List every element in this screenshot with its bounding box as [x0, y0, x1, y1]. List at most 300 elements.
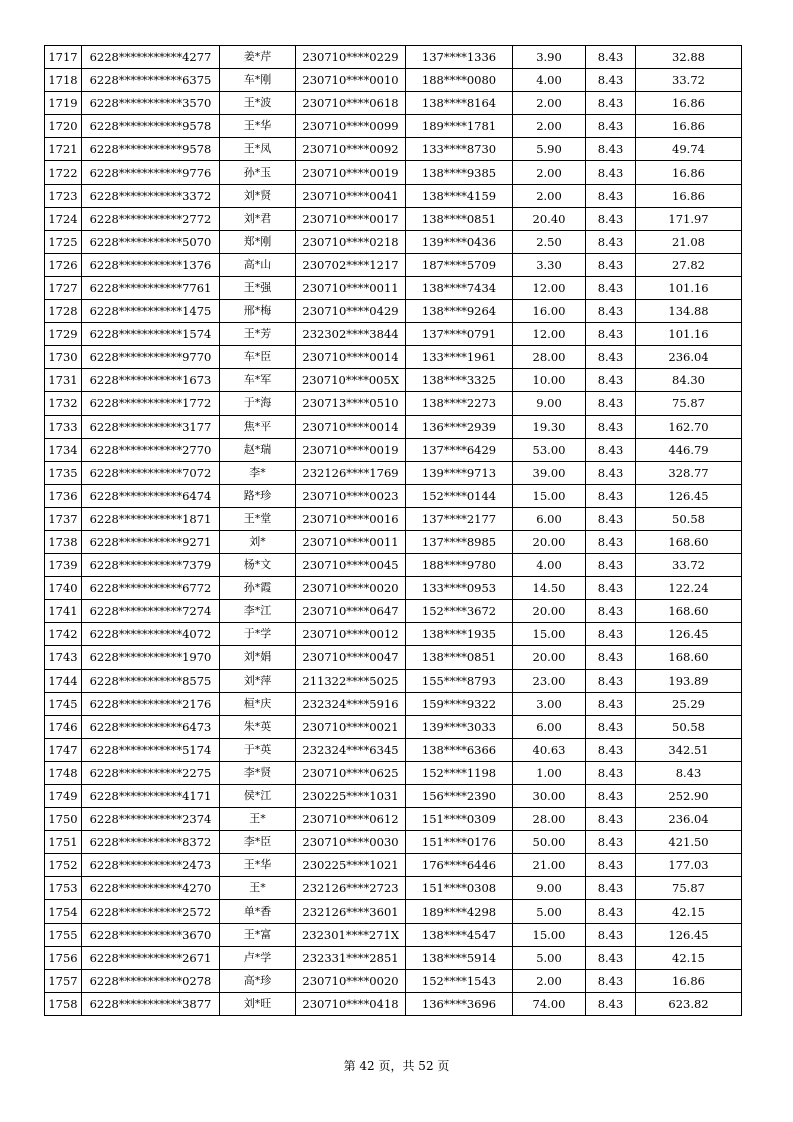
cell-bank-account: 6228***********9578: [82, 138, 220, 161]
cell-quantity: 28.00: [513, 346, 586, 369]
table-row: [45, 808, 742, 831]
cell-bank-account: 6228***********0278: [82, 969, 220, 992]
cell-serial-number: 1758: [45, 992, 82, 1015]
cell-id-number: 230710****005X: [296, 369, 406, 392]
cell-name: 李*江: [220, 600, 296, 623]
cell-serial-number: 1744: [45, 669, 82, 692]
cell-unit-price: 8.43: [586, 115, 636, 138]
cell-id-number: 230702****1217: [296, 253, 406, 276]
cell-unit-price: 8.43: [586, 900, 636, 923]
cell-phone-number: 188****0080: [406, 69, 513, 92]
cell-bank-account: 6228***********1574: [82, 323, 220, 346]
cell-serial-number: 1751: [45, 831, 82, 854]
cell-amount: 126.45: [636, 923, 742, 946]
cell-id-number: 230710****0014: [296, 346, 406, 369]
cell-name: 李*臣: [220, 831, 296, 854]
table-row: [45, 738, 742, 761]
cell-amount: 623.82: [636, 992, 742, 1015]
cell-quantity: 2.00: [513, 161, 586, 184]
cell-name: 王*芳: [220, 323, 296, 346]
cell-unit-price: 8.43: [586, 623, 636, 646]
table-row: [45, 461, 742, 484]
cell-bank-account: 6228***********7274: [82, 600, 220, 623]
cell-phone-number: 151****0309: [406, 808, 513, 831]
cell-amount: 421.50: [636, 831, 742, 854]
cell-unit-price: 8.43: [586, 577, 636, 600]
cell-phone-number: 137****1336: [406, 46, 513, 69]
cell-serial-number: 1745: [45, 692, 82, 715]
cell-quantity: 19.30: [513, 415, 586, 438]
table-row: [45, 554, 742, 577]
cell-id-number: 230710****0016: [296, 507, 406, 530]
cell-id-number: 232126****2723: [296, 877, 406, 900]
cell-phone-number: 152****0144: [406, 484, 513, 507]
table-row: [45, 969, 742, 992]
cell-phone-number: 159****9322: [406, 692, 513, 715]
cell-id-number: 230710****0010: [296, 69, 406, 92]
cell-name: 高*山: [220, 253, 296, 276]
cell-name: 李*贤: [220, 761, 296, 784]
cell-name: 车*臣: [220, 346, 296, 369]
cell-unit-price: 8.43: [586, 46, 636, 69]
cell-amount: 134.88: [636, 300, 742, 323]
cell-amount: 252.90: [636, 785, 742, 808]
cell-id-number: 230710****0092: [296, 138, 406, 161]
cell-quantity: 6.00: [513, 715, 586, 738]
table-row: [45, 253, 742, 276]
cell-amount: 8.43: [636, 761, 742, 784]
cell-serial-number: 1718: [45, 69, 82, 92]
cell-unit-price: 8.43: [586, 600, 636, 623]
cell-amount: 49.74: [636, 138, 742, 161]
cell-name: 王*堂: [220, 507, 296, 530]
cell-unit-price: 8.43: [586, 831, 636, 854]
cell-quantity: 10.00: [513, 369, 586, 392]
cell-quantity: 14.50: [513, 577, 586, 600]
table-row: [45, 577, 742, 600]
cell-unit-price: 8.43: [586, 646, 636, 669]
cell-unit-price: 8.43: [586, 808, 636, 831]
cell-amount: 328.77: [636, 461, 742, 484]
cell-name: 车*刚: [220, 69, 296, 92]
cell-phone-number: 138****4159: [406, 184, 513, 207]
cell-amount: 446.79: [636, 438, 742, 461]
cell-amount: 50.58: [636, 507, 742, 530]
cell-quantity: 50.00: [513, 831, 586, 854]
cell-name: 高*珍: [220, 969, 296, 992]
cell-bank-account: 6228***********8575: [82, 669, 220, 692]
cell-amount: 16.86: [636, 969, 742, 992]
cell-phone-number: 138****7434: [406, 276, 513, 299]
cell-phone-number: 189****4298: [406, 900, 513, 923]
cell-quantity: 20.00: [513, 646, 586, 669]
table-row: [45, 484, 742, 507]
cell-amount: 16.86: [636, 115, 742, 138]
cell-phone-number: 136****3696: [406, 992, 513, 1015]
cell-id-number: 230225****1021: [296, 854, 406, 877]
cell-unit-price: 8.43: [586, 69, 636, 92]
cell-quantity: 15.00: [513, 484, 586, 507]
cell-phone-number: 138****0851: [406, 646, 513, 669]
table-row: [45, 715, 742, 738]
cell-name: 郑*刚: [220, 230, 296, 253]
cell-id-number: 230710****0612: [296, 808, 406, 831]
cell-serial-number: 1740: [45, 577, 82, 600]
cell-bank-account: 6228***********6473: [82, 715, 220, 738]
cell-serial-number: 1737: [45, 507, 82, 530]
cell-phone-number: 151****0176: [406, 831, 513, 854]
cell-quantity: 23.00: [513, 669, 586, 692]
cell-quantity: 9.00: [513, 877, 586, 900]
cell-unit-price: 8.43: [586, 854, 636, 877]
cell-unit-price: 8.43: [586, 692, 636, 715]
cell-bank-account: 6228***********2275: [82, 761, 220, 784]
cell-quantity: 30.00: [513, 785, 586, 808]
cell-id-number: 232126****1769: [296, 461, 406, 484]
cell-quantity: 28.00: [513, 808, 586, 831]
cell-bank-account: 6228***********6474: [82, 484, 220, 507]
cell-name: 刘*君: [220, 207, 296, 230]
cell-unit-price: 8.43: [586, 946, 636, 969]
cell-id-number: 230710****0014: [296, 415, 406, 438]
cell-name: 焦*平: [220, 415, 296, 438]
cell-phone-number: 176****6446: [406, 854, 513, 877]
cell-bank-account: 6228***********5174: [82, 738, 220, 761]
cell-amount: 25.29: [636, 692, 742, 715]
cell-name: 王*: [220, 808, 296, 831]
cell-id-number: 230710****0030: [296, 831, 406, 854]
cell-id-number: 230710****0012: [296, 623, 406, 646]
cell-quantity: 20.00: [513, 530, 586, 553]
cell-serial-number: 1748: [45, 761, 82, 784]
table-row: [45, 276, 742, 299]
cell-phone-number: 133****8730: [406, 138, 513, 161]
cell-name: 王*富: [220, 923, 296, 946]
table-row: [45, 300, 742, 323]
cell-phone-number: 137****6429: [406, 438, 513, 461]
cell-unit-price: 8.43: [586, 207, 636, 230]
cell-quantity: 53.00: [513, 438, 586, 461]
cell-unit-price: 8.43: [586, 461, 636, 484]
cell-serial-number: 1732: [45, 392, 82, 415]
cell-quantity: 40.63: [513, 738, 586, 761]
cell-phone-number: 133****1961: [406, 346, 513, 369]
cell-phone-number: 137****0791: [406, 323, 513, 346]
cell-name: 卢*学: [220, 946, 296, 969]
cell-unit-price: 8.43: [586, 877, 636, 900]
cell-name: 刘*: [220, 530, 296, 553]
cell-serial-number: 1755: [45, 923, 82, 946]
data-table: [44, 45, 742, 1016]
cell-unit-price: 8.43: [586, 992, 636, 1015]
table-row: [45, 69, 742, 92]
cell-bank-account: 6228***********7072: [82, 461, 220, 484]
cell-id-number: 230710****0418: [296, 992, 406, 1015]
cell-unit-price: 8.43: [586, 738, 636, 761]
table-row: [45, 923, 742, 946]
cell-bank-account: 6228***********1970: [82, 646, 220, 669]
cell-name: 单*香: [220, 900, 296, 923]
cell-id-number: 230710****0041: [296, 184, 406, 207]
cell-quantity: 5.90: [513, 138, 586, 161]
cell-unit-price: 8.43: [586, 276, 636, 299]
cell-id-number: 230713****0510: [296, 392, 406, 415]
cell-serial-number: 1729: [45, 323, 82, 346]
cell-quantity: 3.90: [513, 46, 586, 69]
cell-amount: 177.03: [636, 854, 742, 877]
cell-id-number: 211322****5025: [296, 669, 406, 692]
cell-unit-price: 8.43: [586, 138, 636, 161]
cell-serial-number: 1722: [45, 161, 82, 184]
cell-serial-number: 1730: [45, 346, 82, 369]
cell-id-number: 230710****0229: [296, 46, 406, 69]
cell-quantity: 12.00: [513, 323, 586, 346]
cell-amount: 126.45: [636, 623, 742, 646]
cell-name: 车*军: [220, 369, 296, 392]
cell-phone-number: 138****5914: [406, 946, 513, 969]
cell-unit-price: 8.43: [586, 161, 636, 184]
cell-quantity: 2.00: [513, 184, 586, 207]
table-row: [45, 877, 742, 900]
cell-unit-price: 8.43: [586, 300, 636, 323]
cell-quantity: 2.50: [513, 230, 586, 253]
cell-quantity: 20.40: [513, 207, 586, 230]
cell-amount: 16.86: [636, 92, 742, 115]
cell-quantity: 74.00: [513, 992, 586, 1015]
cell-unit-price: 8.43: [586, 346, 636, 369]
cell-serial-number: 1753: [45, 877, 82, 900]
cell-phone-number: 152****1543: [406, 969, 513, 992]
table-row: [45, 369, 742, 392]
cell-unit-price: 8.43: [586, 253, 636, 276]
cell-unit-price: 8.43: [586, 323, 636, 346]
cell-amount: 16.86: [636, 161, 742, 184]
cell-id-number: 230710****0019: [296, 161, 406, 184]
cell-name: 朱*英: [220, 715, 296, 738]
cell-phone-number: 133****0953: [406, 577, 513, 600]
cell-serial-number: 1733: [45, 415, 82, 438]
cell-amount: 33.72: [636, 554, 742, 577]
cell-phone-number: 138****9264: [406, 300, 513, 323]
cell-amount: 84.30: [636, 369, 742, 392]
cell-unit-price: 8.43: [586, 969, 636, 992]
cell-amount: 33.72: [636, 69, 742, 92]
table-row: [45, 623, 742, 646]
cell-amount: 168.60: [636, 600, 742, 623]
cell-phone-number: 137****8985: [406, 530, 513, 553]
cell-id-number: 232324****5916: [296, 692, 406, 715]
cell-amount: 236.04: [636, 346, 742, 369]
cell-bank-account: 6228***********4270: [82, 877, 220, 900]
table-row: [45, 415, 742, 438]
cell-quantity: 4.00: [513, 69, 586, 92]
cell-serial-number: 1750: [45, 808, 82, 831]
cell-bank-account: 6228***********2572: [82, 900, 220, 923]
cell-phone-number: 152****3672: [406, 600, 513, 623]
cell-serial-number: 1739: [45, 554, 82, 577]
cell-phone-number: 136****2939: [406, 415, 513, 438]
cell-amount: 126.45: [636, 484, 742, 507]
cell-unit-price: 8.43: [586, 92, 636, 115]
cell-name: 路*珍: [220, 484, 296, 507]
cell-serial-number: 1728: [45, 300, 82, 323]
cell-quantity: 20.00: [513, 600, 586, 623]
cell-name: 刘*贤: [220, 184, 296, 207]
table-row: [45, 761, 742, 784]
table-row: [45, 854, 742, 877]
cell-bank-account: 6228***********2772: [82, 207, 220, 230]
cell-bank-account: 6228***********9578: [82, 115, 220, 138]
cell-amount: 122.24: [636, 577, 742, 600]
cell-id-number: 230710****0021: [296, 715, 406, 738]
cell-serial-number: 1723: [45, 184, 82, 207]
cell-bank-account: 6228***********7761: [82, 276, 220, 299]
cell-serial-number: 1725: [45, 230, 82, 253]
cell-phone-number: 138****4547: [406, 923, 513, 946]
cell-unit-price: 8.43: [586, 530, 636, 553]
cell-amount: 42.15: [636, 946, 742, 969]
cell-name: 孙*霞: [220, 577, 296, 600]
cell-phone-number: 155****8793: [406, 669, 513, 692]
cell-bank-account: 6228***********4171: [82, 785, 220, 808]
cell-name: 桓*庆: [220, 692, 296, 715]
cell-name: 王*华: [220, 854, 296, 877]
cell-quantity: 9.00: [513, 392, 586, 415]
cell-id-number: 230225****1031: [296, 785, 406, 808]
cell-serial-number: 1752: [45, 854, 82, 877]
cell-unit-price: 8.43: [586, 669, 636, 692]
cell-name: 于*海: [220, 392, 296, 415]
table-row: [45, 46, 742, 69]
cell-id-number: 230710****0047: [296, 646, 406, 669]
cell-bank-account: 6228***********5070: [82, 230, 220, 253]
cell-id-number: 230710****0429: [296, 300, 406, 323]
cell-quantity: 12.00: [513, 276, 586, 299]
cell-unit-price: 8.43: [586, 438, 636, 461]
cell-name: 王*华: [220, 115, 296, 138]
cell-id-number: 230710****0019: [296, 438, 406, 461]
cell-phone-number: 138****0851: [406, 207, 513, 230]
cell-phone-number: 138****8164: [406, 92, 513, 115]
cell-name: 姜*芹: [220, 46, 296, 69]
cell-amount: 16.86: [636, 184, 742, 207]
cell-quantity: 5.00: [513, 946, 586, 969]
cell-id-number: 230710****0099: [296, 115, 406, 138]
cell-id-number: 230710****0011: [296, 530, 406, 553]
cell-amount: 171.97: [636, 207, 742, 230]
cell-amount: 168.60: [636, 530, 742, 553]
table-body: [45, 46, 742, 1016]
cell-serial-number: 1754: [45, 900, 82, 923]
cell-quantity: 15.00: [513, 923, 586, 946]
cell-bank-account: 6228***********3177: [82, 415, 220, 438]
cell-id-number: 232301****271X: [296, 923, 406, 946]
table-row: [45, 831, 742, 854]
cell-name: 侯*江: [220, 785, 296, 808]
cell-name: 邢*梅: [220, 300, 296, 323]
cell-name: 王*强: [220, 276, 296, 299]
cell-phone-number: 139****0436: [406, 230, 513, 253]
cell-bank-account: 6228***********3670: [82, 923, 220, 946]
cell-amount: 21.08: [636, 230, 742, 253]
cell-amount: 32.88: [636, 46, 742, 69]
cell-phone-number: 152****1198: [406, 761, 513, 784]
cell-id-number: 230710****0023: [296, 484, 406, 507]
cell-phone-number: 138****3325: [406, 369, 513, 392]
table-row: [45, 600, 742, 623]
cell-id-number: 232126****3601: [296, 900, 406, 923]
cell-quantity: 3.00: [513, 692, 586, 715]
cell-phone-number: 187****5709: [406, 253, 513, 276]
cell-phone-number: 138****1935: [406, 623, 513, 646]
cell-bank-account: 6228***********4072: [82, 623, 220, 646]
cell-quantity: 16.00: [513, 300, 586, 323]
cell-serial-number: 1746: [45, 715, 82, 738]
cell-phone-number: 156****2390: [406, 785, 513, 808]
cell-id-number: 232331****2851: [296, 946, 406, 969]
cell-amount: 236.04: [636, 808, 742, 831]
cell-unit-price: 8.43: [586, 369, 636, 392]
cell-name: 于*英: [220, 738, 296, 761]
table-row: [45, 900, 742, 923]
cell-quantity: 39.00: [513, 461, 586, 484]
cell-serial-number: 1735: [45, 461, 82, 484]
cell-quantity: 2.00: [513, 115, 586, 138]
cell-quantity: 4.00: [513, 554, 586, 577]
table-row: [45, 230, 742, 253]
cell-amount: 162.70: [636, 415, 742, 438]
cell-quantity: 1.00: [513, 761, 586, 784]
cell-serial-number: 1743: [45, 646, 82, 669]
cell-id-number: 230710****0647: [296, 600, 406, 623]
cell-id-number: 230710****0045: [296, 554, 406, 577]
cell-bank-account: 6228***********1376: [82, 253, 220, 276]
cell-bank-account: 6228***********3877: [82, 992, 220, 1015]
cell-unit-price: 8.43: [586, 715, 636, 738]
cell-unit-price: 8.43: [586, 230, 636, 253]
cell-serial-number: 1749: [45, 785, 82, 808]
cell-phone-number: 139****3033: [406, 715, 513, 738]
table-row: [45, 669, 742, 692]
table-row: [45, 92, 742, 115]
cell-amount: 27.82: [636, 253, 742, 276]
cell-id-number: 230710****0020: [296, 577, 406, 600]
cell-bank-account: 6228***********9770: [82, 346, 220, 369]
cell-phone-number: 138****6366: [406, 738, 513, 761]
cell-phone-number: 189****1781: [406, 115, 513, 138]
cell-unit-price: 8.43: [586, 507, 636, 530]
table-row: [45, 392, 742, 415]
cell-unit-price: 8.43: [586, 554, 636, 577]
cell-bank-account: 6228***********1871: [82, 507, 220, 530]
table-row: [45, 138, 742, 161]
cell-bank-account: 6228***********3372: [82, 184, 220, 207]
cell-unit-price: 8.43: [586, 392, 636, 415]
cell-serial-number: 1721: [45, 138, 82, 161]
cell-id-number: 230710****0218: [296, 230, 406, 253]
cell-name: 王*: [220, 877, 296, 900]
cell-id-number: 230710****0020: [296, 969, 406, 992]
cell-bank-account: 6228***********6375: [82, 69, 220, 92]
cell-bank-account: 6228***********1475: [82, 300, 220, 323]
table-row: [45, 346, 742, 369]
cell-serial-number: 1727: [45, 276, 82, 299]
cell-phone-number: 139****9713: [406, 461, 513, 484]
cell-serial-number: 1734: [45, 438, 82, 461]
cell-amount: 42.15: [636, 900, 742, 923]
cell-phone-number: 137****2177: [406, 507, 513, 530]
cell-serial-number: 1720: [45, 115, 82, 138]
